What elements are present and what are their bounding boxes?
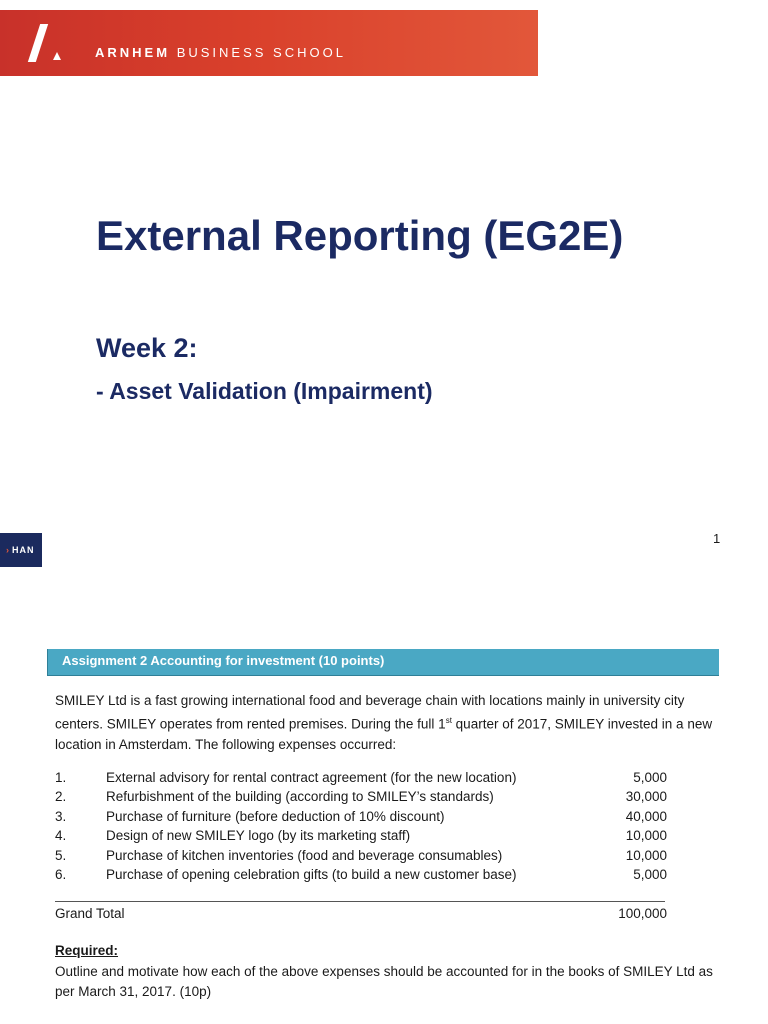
assignment-header: Assignment 2 Accounting for investment (10 points) bbox=[62, 653, 385, 668]
expense-number: 4. bbox=[55, 828, 67, 844]
expense-amount: 30,000 bbox=[625, 789, 667, 805]
expense-number: 3. bbox=[55, 808, 67, 824]
expense-amount: 10,000 bbox=[625, 828, 667, 844]
slide-title: External Reporting (EG2E) bbox=[96, 212, 624, 259]
expense-description: Purchase of furniture (before deduction of 10% discount) bbox=[106, 808, 445, 824]
school-name bbox=[95, 45, 346, 60]
expense-number: 1. bbox=[55, 770, 67, 785]
expense-row bbox=[55, 787, 667, 806]
expense-row bbox=[55, 826, 667, 845]
required-instructions: Outline and motivate how each of the above expenses should be accounted for in the books of SMILEY Ltd as per March 31, 2017. (10p) bbox=[55, 964, 713, 999]
han-badge-label: HAN bbox=[12, 545, 35, 555]
expense-list bbox=[55, 768, 667, 884]
logo-slash-icon bbox=[28, 24, 48, 62]
expense-amount: 40,000 bbox=[625, 808, 667, 824]
grand-total-amount: 100,000 bbox=[618, 906, 667, 921]
expense-amount: 10,000 bbox=[625, 847, 667, 863]
grand-total-label: Grand Total bbox=[55, 906, 125, 921]
total-divider bbox=[55, 901, 665, 902]
intro-sup: st bbox=[445, 716, 452, 725]
assignment-header-bar bbox=[47, 649, 719, 676]
han-badge bbox=[0, 533, 42, 567]
expense-description: Refurbishment of the building (according to SMILEY’s standards) bbox=[106, 789, 494, 805]
expense-amount: 5,000 bbox=[633, 770, 667, 785]
required-heading: Required: bbox=[55, 943, 119, 958]
intro-text-b: quarter of 2017, SMILEY invested in a new location in Amsterdam. The following expenses occurred: bbox=[55, 716, 713, 752]
expense-amount: 5,000 bbox=[633, 866, 667, 882]
expense-description: External advisory for rental contract agreement (for the new location) bbox=[106, 770, 517, 785]
expense-description: Design of new SMILEY logo (by its marketing staff) bbox=[106, 828, 411, 844]
school-name-rest: BUSINESS SCHOOL bbox=[176, 45, 346, 60]
school-name-bold: ARNHEM bbox=[95, 45, 171, 60]
page-number: 1 bbox=[713, 531, 721, 546]
topic-subtitle: - Asset Validation (Impairment) bbox=[96, 378, 433, 404]
expense-description: Purchase of kitchen inventories (food and beverage consumables) bbox=[106, 847, 503, 863]
han-arrow-icon: › bbox=[6, 545, 10, 555]
expense-number: 2. bbox=[55, 789, 67, 805]
intro-text-a: SMILEY Ltd is a fast growing international food and beverage chain with locations mainly in university city centers. SMILEY operates from rented premises. During the full 1 bbox=[55, 693, 685, 732]
grand-total-row bbox=[55, 904, 667, 924]
logo-triangle-icon bbox=[53, 52, 61, 60]
expense-row bbox=[55, 846, 667, 865]
school-banner bbox=[0, 10, 538, 76]
assignment-intro bbox=[55, 691, 720, 755]
expense-number: 6. bbox=[55, 866, 67, 882]
week-heading: Week 2: bbox=[96, 333, 198, 363]
expense-row bbox=[55, 768, 667, 787]
expense-row bbox=[55, 865, 667, 884]
expense-row bbox=[55, 807, 667, 826]
expense-description: Purchase of opening celebration gifts (to build a new customer base) bbox=[106, 866, 517, 882]
expense-number: 5. bbox=[55, 847, 67, 863]
